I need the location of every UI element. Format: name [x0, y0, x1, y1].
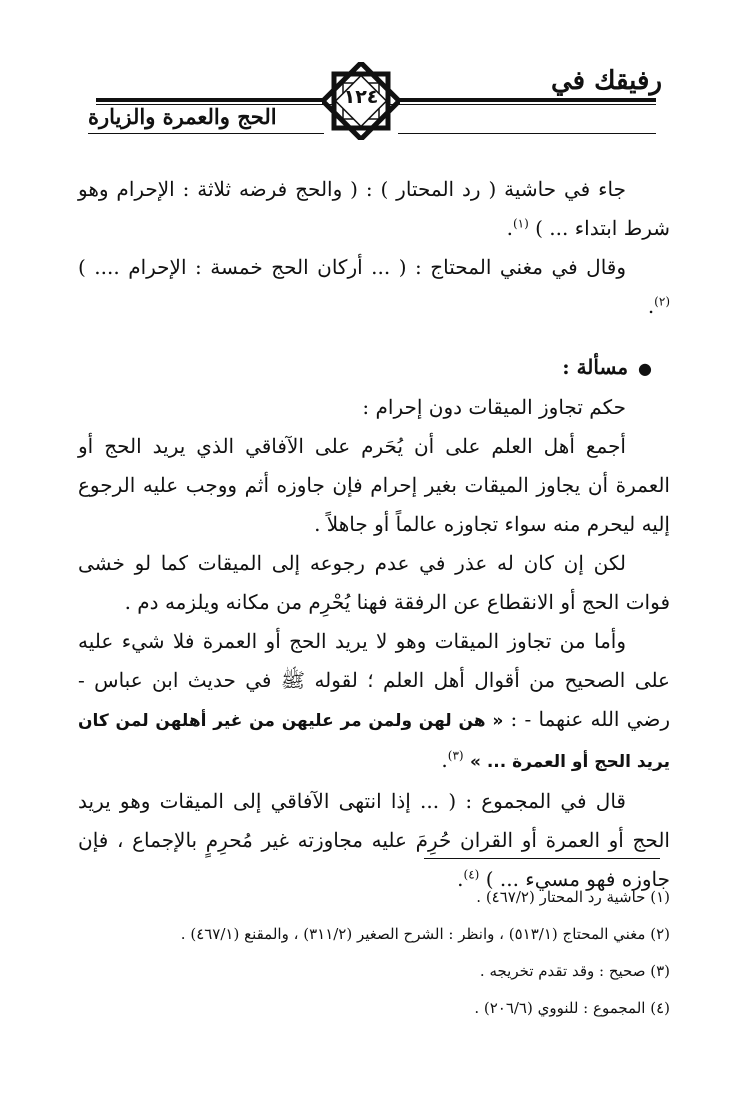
paragraph-ibn-abbas — [78, 622, 670, 782]
footnote-separator — [424, 858, 660, 859]
footnote-2: (٢) مغني المحتاج (٥١٣/١) ، وانظر : الشرح الصغير (٣١١/٢) ، والمقنع (٤٦٧/١) . — [180, 925, 670, 943]
footnotes — [78, 882, 670, 1030]
footnote-3: (٣) صحيح : وقد تقدم تخريجه . — [479, 962, 670, 980]
footnote-ref-1: (١) — [512, 216, 529, 231]
paragraph-mughni-quote — [78, 248, 670, 326]
header-rule-top-right — [396, 98, 656, 102]
running-header-title: رفيقك في — [550, 66, 662, 96]
question-heading-text: مسألة : — [562, 355, 629, 379]
bullet-icon: ● — [638, 359, 652, 378]
footnote-1: (١) حاشية رد المحتار (٤٦٧/٢) . — [476, 888, 670, 906]
header-rule-top-left — [96, 98, 326, 102]
paragraph-text: وأما من تجاوز الميقات وهو لا يريد الحج أو العمرة فلا شيء عليه على الصحيح من أقوال أهل العلم ؛ لقوله ﷺ في حديث ابن عباس - رضي الله عنهما - : — [78, 629, 671, 731]
footnote-ref-4: (٤) — [463, 867, 480, 882]
footnote-ref-3: (٣) — [447, 748, 464, 763]
header-rule-bottom-left — [88, 133, 324, 134]
paragraph-text: جاء في حاشية ( رد المحتار ) : ( والحج فرضه ثلاثة : الإحرام وهو شرط ابتداء ... ) — [78, 177, 670, 240]
question-heading — [78, 348, 670, 388]
paragraph-hashiya-quote — [78, 170, 670, 248]
main-text — [78, 170, 670, 899]
paragraph-text: قال في المجموع : ( ... إذا انتهى الآفاقي إلى الميقات وهو يريد الحج أو العمرة أو القران حُرِمَ عليه مجاوزته غير مُحرِمٍ بالإجماع ، فإن جاوزه فهو مسيء ... ) — [78, 789, 670, 891]
header-rule-bottom-right — [398, 133, 656, 134]
spacer — [78, 326, 670, 348]
footnote-ref-2: (٢) — [654, 294, 670, 309]
paragraph-end: . — [506, 216, 513, 240]
running-header-subtitle: الحج والعمرة والزيارة — [88, 104, 277, 129]
paragraph-end: . — [441, 748, 448, 772]
footnote-4: (٤) المجموع : للنووي (٢٠٦/٦) . — [474, 999, 670, 1017]
paragraph-ijma: أجمع أهل العلم على أن يُحَرم على الآفاقي الذي يريد الحج أو العمرة أن يجاوز الميقات بغير إحرام فإن جاوزه أثم ووجب عليه الرجوع إليه ليحرم منه سواء تجاوزه عالماً أو جاهلاً . — [78, 434, 670, 536]
paragraph-end: . — [647, 294, 655, 318]
hadith-quote: « هن لهن ولمن مر عليهن من غير أهلهن لمن كان يريد الحج أو العمرة ... » — [78, 711, 670, 772]
page-number: ١٢٤ — [343, 86, 379, 108]
paragraph-text: وقال في مغني المحتاج : ( ... أركان الحج خمسة : الإحرام .... ) — [78, 255, 626, 279]
paragraph-end: . — [457, 867, 464, 891]
paragraph-excuse: لكن إن كان له عذر في عدم رجوعه إلى الميقات كما لو خشى فوات الحج أو الانقطاع عن الرفقة فهنا يُحْرِم من مكانه ويلزمه دم . — [78, 551, 670, 614]
question-title: حكم تجاوز الميقات دون إحرام : — [362, 395, 626, 419]
